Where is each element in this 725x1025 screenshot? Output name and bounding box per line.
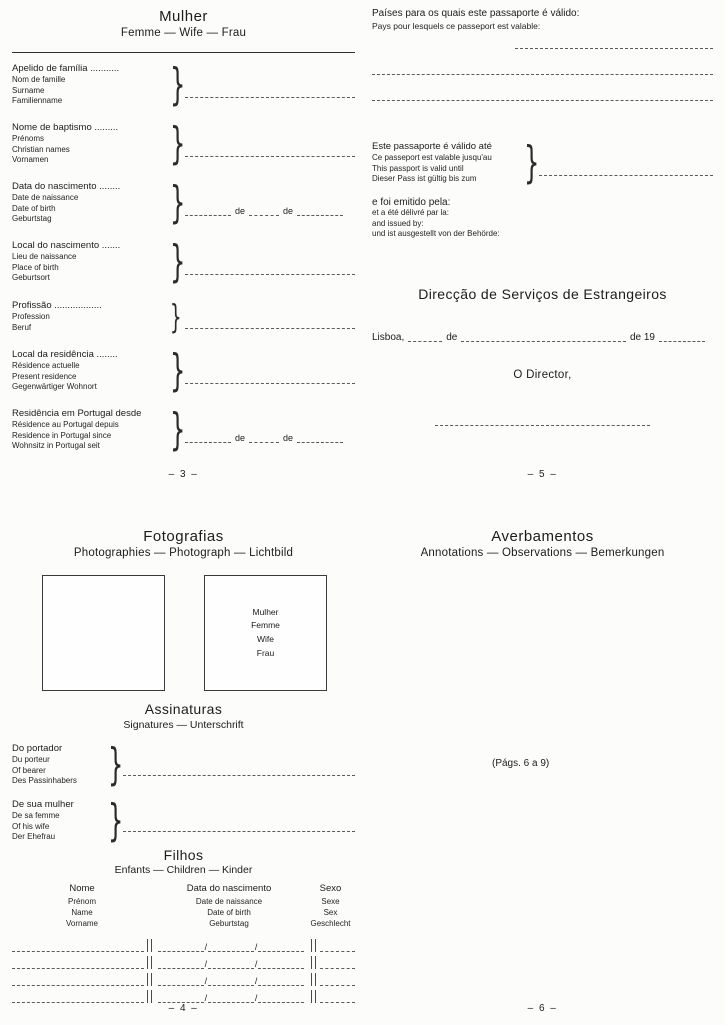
dotted-line <box>372 100 713 101</box>
date-slash: / <box>204 993 208 1004</box>
field-labels <box>12 63 170 107</box>
field-sublabel: Geburtsort <box>12 273 50 283</box>
brace: } <box>108 795 124 846</box>
signatures-title: Assinaturas <box>144 701 223 717</box>
page-4-photos-signatures <box>12 528 355 1020</box>
column-title: Data do nascimento <box>186 883 272 894</box>
field-sublabel: Der Ehefrau <box>12 832 56 842</box>
cell-birthdate <box>154 960 308 969</box>
issued-by-label: e foi emitido pela: <box>372 197 451 208</box>
column-separator <box>311 956 316 969</box>
photo-frames <box>42 575 355 691</box>
table-row <box>12 986 355 1003</box>
field-labels <box>12 408 170 452</box>
dotted-line <box>185 274 355 275</box>
field-sublabel: Date de naissance <box>12 193 79 203</box>
dotted-line <box>320 985 355 986</box>
dotted-line <box>320 951 355 952</box>
photo-caption: Wife <box>257 634 274 644</box>
field-labels <box>12 300 170 333</box>
dotted-line <box>123 831 355 832</box>
date-slash: / <box>254 942 258 953</box>
field-sublabel: Dieser Pass ist gültig bis zum <box>372 174 477 184</box>
cell-name <box>12 985 144 986</box>
annotations-title: Averbamentos <box>491 528 594 545</box>
page-number: – 4 – <box>168 1003 199 1014</box>
field-sublabel: Familienname <box>12 96 63 106</box>
brace: } <box>524 137 540 188</box>
page-subtitle: Femme — Wife — Frau <box>120 27 247 39</box>
column-separator <box>147 973 152 986</box>
date-slash: / <box>254 993 258 1004</box>
field-sublabel: Nom de famille <box>12 75 66 85</box>
page-number: – 5 – <box>527 469 558 480</box>
dotted-line <box>208 951 254 952</box>
cell-name <box>12 968 144 969</box>
field-label: Residência em Portugal desde <box>12 408 142 420</box>
dotted-line <box>185 97 355 98</box>
field-sublabel: Gegenwärtiger Wohnort <box>12 382 97 392</box>
field-label: Apelido de família ........... <box>12 63 120 75</box>
cell-birthdate <box>154 977 308 986</box>
signatures-subtitle: Signatures — Unterschrift <box>123 719 244 731</box>
field-sublabel: De sa femme <box>12 811 60 821</box>
brace: } <box>170 59 186 110</box>
children-table-rows <box>12 935 355 1003</box>
dotted-line <box>185 442 231 443</box>
annotations-subtitle: Annotations — Observations — Bemerkungen <box>420 547 665 559</box>
field-label: Este passaporte é válido até <box>372 141 492 153</box>
field-sublabel: Of bearer <box>12 765 46 775</box>
column-subtitle: Prénom <box>67 897 96 906</box>
column-subtitle: Geburtstag <box>209 918 249 928</box>
cell-sex <box>318 968 355 969</box>
dotted-line <box>258 968 304 969</box>
field-labels <box>12 743 108 787</box>
date-slash: / <box>254 976 258 987</box>
dotted-line <box>539 175 713 176</box>
issued-by-sublabel: und ist ausgestellt von der Behörde: <box>372 229 500 239</box>
dotted-line <box>659 340 705 342</box>
column-separator <box>311 939 316 952</box>
field-sublabel: Résidence actuelle <box>12 361 80 371</box>
photo-frame-holder <box>42 575 165 691</box>
field-sublabel: Résidence au Portugal depuis <box>12 420 119 430</box>
fill-area <box>539 146 713 181</box>
field-bearer-signature <box>12 739 355 790</box>
pages-range-note: (Págs. 6 a 9) <box>492 758 550 769</box>
dotted-line <box>158 985 204 986</box>
dotted-line <box>185 215 231 216</box>
field-place-of-birth <box>12 236 355 287</box>
fill-area <box>185 354 355 389</box>
field-sublabel: Profession <box>12 311 50 321</box>
dotted-line <box>158 968 204 969</box>
column-subtitle: Date de naissance <box>195 897 263 906</box>
valid-subheading: Pays pour lesquels ce passeport est valable: <box>372 21 541 31</box>
photo-caption: Femme <box>251 620 280 631</box>
valid-heading: Países para os quais este passaporte é válido: <box>372 8 580 19</box>
fill-area <box>123 802 355 840</box>
date-slash: / <box>204 942 208 953</box>
column-separator <box>147 939 152 952</box>
photo-caption: Frau <box>256 647 275 658</box>
brace: } <box>170 236 186 287</box>
dotted-line <box>208 968 254 969</box>
column-subtitle: Sexe <box>321 897 340 906</box>
field-sublabel: Present residence <box>12 371 77 381</box>
dotted-line <box>515 48 713 49</box>
fill-area <box>185 245 355 280</box>
brace: } <box>170 177 186 228</box>
field-wife-signature <box>12 795 355 846</box>
field-label: Nome de baptismo ......... <box>12 122 119 134</box>
dotted-line <box>297 215 343 216</box>
column-separator <box>311 973 316 986</box>
field-sublabel: Christian names <box>12 144 70 154</box>
photos-title: Fotografias <box>143 528 224 545</box>
fill-area <box>185 127 355 162</box>
divider <box>12 52 355 53</box>
dotted-line <box>185 328 355 329</box>
dotted-line <box>12 985 144 986</box>
field-sublabel: This passport is valid until <box>372 163 464 173</box>
column-separator <box>311 990 316 1003</box>
field-sublabel: Residence in Portugal since <box>12 430 112 440</box>
field-labels <box>12 122 170 166</box>
brace: } <box>108 739 124 790</box>
column-header-name <box>12 883 152 929</box>
field-valid-until <box>372 137 713 188</box>
field-label: Data do nascimento ........ <box>12 181 121 193</box>
page-title: Mulher <box>159 8 208 25</box>
field-sublabel: Prénoms <box>12 134 45 144</box>
field-label: Local da residência ........ <box>12 349 118 361</box>
issued-by-sublabel: and issued by: <box>372 218 424 228</box>
field-present-residence <box>12 345 355 396</box>
field-labels <box>12 349 170 393</box>
page-6-annotations <box>372 528 713 1020</box>
de-word: de <box>282 205 293 216</box>
dotted-line <box>12 968 144 969</box>
children-subtitle: Enfants — Children — Kinder <box>114 864 253 876</box>
cell-sex <box>318 985 355 986</box>
page-number: – 3 – <box>168 469 199 480</box>
brace: } <box>170 345 186 396</box>
column-title: Sexo <box>319 883 342 894</box>
column-header-birthdate <box>152 883 306 929</box>
dotted-line <box>12 951 144 952</box>
fill-area <box>123 746 355 784</box>
column-subtitle: Sex <box>323 907 338 917</box>
cell-birthdate <box>154 943 308 952</box>
brace: } <box>170 297 182 336</box>
field-sublabel: Du porteur <box>12 755 50 765</box>
brace: } <box>170 118 186 169</box>
column-separator <box>147 956 152 969</box>
dotted-line <box>320 968 355 969</box>
brace: } <box>170 404 186 455</box>
photo-caption: Mulher <box>252 606 279 617</box>
date-slash: / <box>204 959 208 970</box>
dotted-line <box>408 340 442 342</box>
de-word: de <box>235 205 246 216</box>
field-labels <box>12 181 170 225</box>
dotted-line <box>249 215 279 216</box>
dotted-line <box>372 74 713 75</box>
field-residence-in-portugal-since <box>12 404 355 455</box>
field-profession <box>12 299 355 334</box>
field-sublabel: Date of birth <box>12 203 56 213</box>
de-word: de 19 <box>629 331 655 343</box>
dotted-line <box>461 340 626 342</box>
column-subtitle: Vorname <box>65 918 99 928</box>
issued-by-sublabel: et a été délivré par la: <box>372 208 449 217</box>
issue-date-line <box>372 332 713 343</box>
field-labels <box>372 141 524 185</box>
column-subtitle: Name <box>71 907 93 917</box>
issued-by-block <box>372 197 713 240</box>
page-3-wife <box>12 8 355 486</box>
director-signature-line <box>435 425 650 426</box>
cell-sex <box>318 951 355 952</box>
dotted-line <box>258 985 304 986</box>
fill-area <box>185 299 355 334</box>
date-fill-area <box>185 186 355 221</box>
column-subtitle: Geschlecht <box>310 918 351 928</box>
dotted-line <box>185 383 355 384</box>
field-labels <box>12 799 108 843</box>
photos-subtitle: Photographies — Photograph — Lichtbild <box>73 547 294 559</box>
field-labels <box>12 240 170 284</box>
field-sublabel: Ce passeport est valable jusqu'au <box>372 153 492 163</box>
field-sublabel: Place of birth <box>12 262 59 272</box>
de-word: de <box>282 432 293 443</box>
table-row <box>12 935 355 952</box>
field-sublabel: Geburtstag <box>12 214 52 224</box>
page-5-validity <box>372 8 713 486</box>
column-subtitle: Date of birth <box>207 907 251 917</box>
date-slash: / <box>204 976 208 987</box>
field-date-of-birth <box>12 177 355 228</box>
cell-name <box>12 951 144 952</box>
dotted-line <box>208 985 254 986</box>
field-sublabel: Des Passinhabers <box>12 776 77 786</box>
column-separator <box>147 990 152 1003</box>
dotted-line <box>258 951 304 952</box>
field-sublabel: Surname <box>12 85 45 95</box>
table-row <box>12 952 355 969</box>
date-fill-area <box>185 413 355 448</box>
field-label: Do portador <box>12 743 63 755</box>
issuing-authority: Direcção de Serviços de Estrangeiros <box>418 285 667 302</box>
dotted-line <box>158 951 204 952</box>
field-sublabel: Wohnsitz in Portugal seit <box>12 441 100 451</box>
field-surname <box>12 59 355 110</box>
de-word: de <box>235 432 246 443</box>
director-label: O Director, <box>513 368 572 381</box>
dotted-line <box>185 156 355 157</box>
field-sublabel: Lieu de naissance <box>12 252 77 262</box>
dotted-line <box>297 442 343 443</box>
field-sublabel: Beruf <box>12 322 32 332</box>
column-title: Nome <box>69 883 95 894</box>
dotted-line <box>123 775 355 776</box>
field-label: Profissão .................. <box>12 299 102 311</box>
field-label: Local do nascimento ....... <box>12 240 121 252</box>
page-number: – 6 – <box>527 1003 558 1014</box>
date-slash: / <box>254 959 258 970</box>
column-header-sex <box>306 883 355 929</box>
city-label: Lisboa, <box>372 331 405 343</box>
field-label: De sua mulher <box>12 799 74 811</box>
children-table-header <box>12 883 355 929</box>
de-word: de <box>446 331 458 343</box>
field-sublabel: Vornamen <box>12 155 49 165</box>
photo-frame-wife <box>204 575 327 691</box>
field-christian-names <box>12 118 355 169</box>
table-row <box>12 969 355 986</box>
field-sublabel: Of his wife <box>12 821 50 831</box>
fill-area <box>185 68 355 103</box>
children-title: Filhos <box>163 847 204 863</box>
dotted-line <box>249 442 279 443</box>
